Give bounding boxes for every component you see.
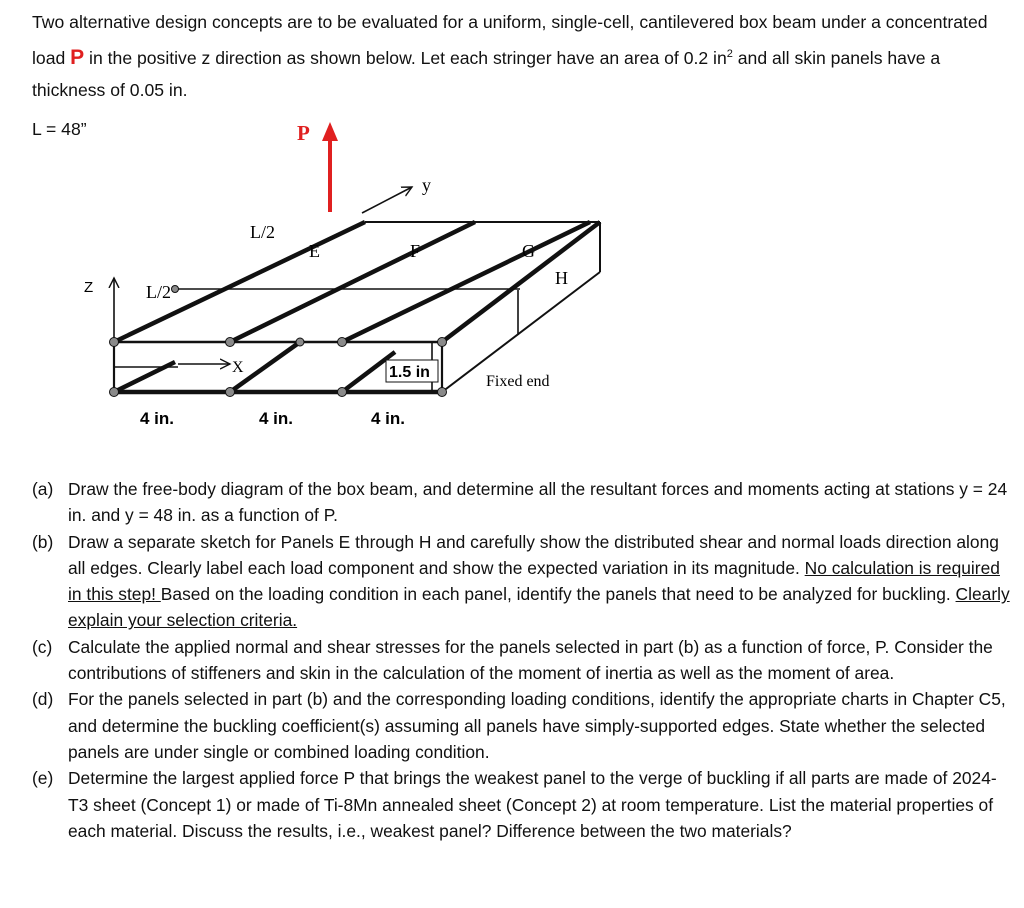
question-text: For the panels selected in part (b) and the corresponding loading conditions, identify the appropriate charts in Chapter C5, and determine the buckling coefficient(s) assuming all panels have simply-supported edges. State whether the selected panels are under single or combined loading condition. xyxy=(68,689,1006,762)
area-exponent: 2 xyxy=(726,48,733,60)
x-axis-label: X xyxy=(232,359,244,376)
question-b-text-2: Based on the loading condition in each panel, identify the panels that need to be analyzed for buckling. xyxy=(160,584,956,605)
question-a xyxy=(32,476,1012,529)
question-text: Calculate the applied normal and shear stresses for the panels selected in part (b) as a function of force, P. Consider the contributions of stiffeners and skin in the calculation of the moment of inertia as well as the moment of area. xyxy=(68,636,993,684)
panel-g-label: G xyxy=(522,241,535,261)
question-letter: (c) xyxy=(32,636,53,657)
width-label-1: 4 in. xyxy=(140,409,175,428)
width-label-3: 4 in. xyxy=(371,409,406,428)
question-b xyxy=(32,529,1012,634)
question-text: Determine the largest applied force P that brings the weakest panel to the verge of buckling if all parts are made of 2024-T3 sheet (Concept 1) or made of Ti-8Mn annealed sheet (Concept 2) at room temperature. List the material properties of each material. Discuss the results, i.e., weakest panel? Difference between the two materials? xyxy=(68,768,997,841)
depth-label: 1.5 in xyxy=(389,364,430,381)
intro-text-1: Two alternative design concepts are to be evaluated for a uniform, single-cell, cantilevered box beam under a concentrated load xyxy=(32,12,988,68)
width-label-2: 4 in. xyxy=(259,409,294,428)
question-letter: (e) xyxy=(32,768,54,789)
load-label: P xyxy=(297,121,310,145)
question-list xyxy=(32,476,1012,844)
y-axis-arrow xyxy=(362,187,412,213)
question-c xyxy=(32,634,1012,687)
load-arrow xyxy=(322,122,338,212)
question-b-emphasis-1: No calculation is required in this step! xyxy=(68,557,1000,605)
half-length-side-label: L/2 xyxy=(146,282,171,302)
fixed-end-label: Fixed end xyxy=(486,373,550,390)
half-length-top-label: L/2 xyxy=(250,222,275,242)
beam-length-label: L = 48” xyxy=(32,119,87,139)
intro-text-3: and all skin panels have a thickness of 0.05 in. xyxy=(32,47,941,100)
load-symbol: P xyxy=(70,45,85,69)
question-text xyxy=(68,529,1012,634)
intro-text-2: in the positive z direction as shown below. Let each stringer have an area of 0.2 in xyxy=(84,47,727,68)
question-letter: (d) xyxy=(32,689,54,710)
panel-e-label: E xyxy=(309,241,320,261)
y-axis-label: y xyxy=(422,175,431,195)
question-e xyxy=(32,765,1012,844)
question-b-emphasis-2: Clearly explain your selection criteria. xyxy=(68,584,1010,631)
panel-f-label: F xyxy=(410,241,421,261)
panel-h-label: H xyxy=(555,268,568,288)
z-axis-label: Z xyxy=(84,279,94,296)
question-b-text-1: Draw a separate sketch for Panels E through H and carefully show the distributed shear and normal loads direction along all edges. Clearly label each load component and show the expected variation in its magnitude. xyxy=(68,531,999,578)
question-text: Draw the free-body diagram of the box beam, and determine all the resultant forces and moments acting at stations y = 24 in. and y = 48 in. as a function of P. xyxy=(68,479,1008,526)
question-letter: (b) xyxy=(32,531,54,552)
question-d xyxy=(32,686,1012,765)
question-letter: (a) xyxy=(32,479,54,499)
